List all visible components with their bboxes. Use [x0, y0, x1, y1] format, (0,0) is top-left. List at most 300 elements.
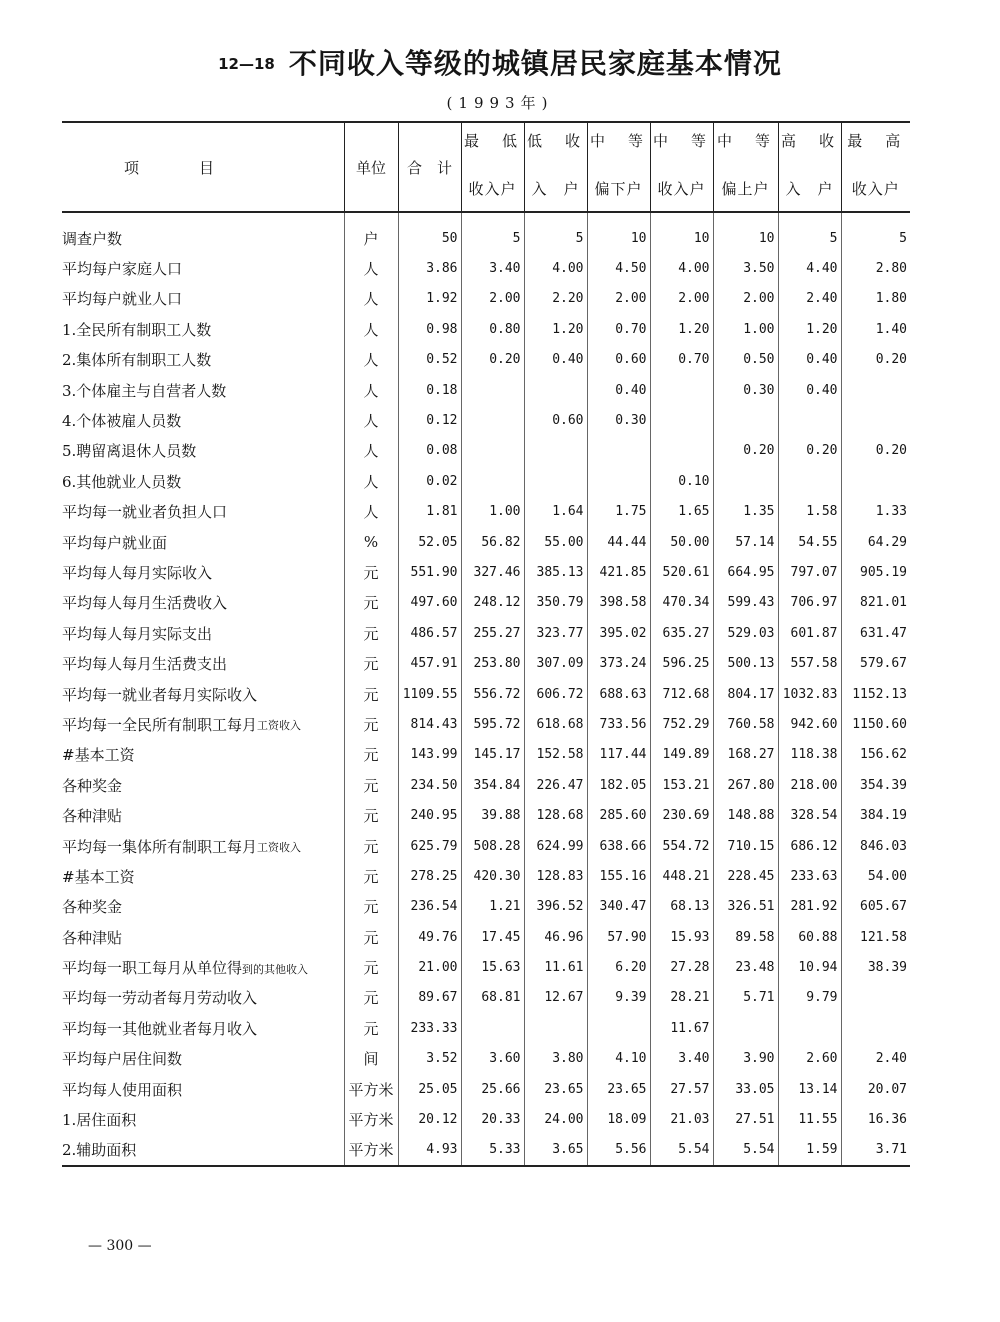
cell-value: 1.40	[841, 314, 910, 344]
cell-value: 497.60	[398, 588, 461, 618]
table-body	[62, 212, 910, 1166]
row-label-text: 平均每一就业者每月实际收入	[62, 685, 258, 704]
row-unit: 元	[344, 740, 398, 770]
row-label-text: 平均每户家庭人口	[62, 260, 183, 279]
row-label	[62, 466, 344, 496]
cell-value: 230.69	[650, 800, 713, 830]
cell-value: 354.84	[461, 770, 524, 800]
cell-value: 168.27	[713, 740, 778, 770]
cell-value: 814.43	[398, 709, 461, 739]
cell-value	[713, 1013, 778, 1043]
table-row	[62, 1104, 910, 1134]
cell-value	[841, 375, 910, 405]
row-label-suffix: 工资收入	[257, 841, 302, 854]
cell-value: 5	[841, 212, 910, 253]
row-label-suffix: 工资收入	[257, 719, 302, 733]
cell-value: 579.67	[841, 648, 910, 678]
row-unit: 人	[344, 405, 398, 435]
row-label-suffix: 到的其他收入	[242, 962, 309, 976]
cell-value: 5.33	[461, 1135, 524, 1166]
row-label	[62, 497, 344, 527]
row-label	[62, 345, 344, 375]
cell-value: 145.17	[461, 740, 524, 770]
cell-value: 385.13	[524, 557, 587, 587]
cell-value: 9.39	[587, 983, 650, 1013]
cell-value: 3.60	[461, 1044, 524, 1074]
table-row	[62, 253, 910, 283]
cell-value: 712.68	[650, 679, 713, 709]
page-number: — 300 —	[88, 1238, 152, 1254]
cell-value	[524, 375, 587, 405]
row-unit: 人	[344, 375, 398, 405]
cell-value: 236.54	[398, 892, 461, 922]
row-unit: 元	[344, 770, 398, 800]
cell-value: 340.47	[587, 892, 650, 922]
cell-value: 0.10	[650, 466, 713, 496]
cell-value: 688.63	[587, 679, 650, 709]
row-unit: 平方米	[344, 1135, 398, 1166]
cell-value: 2.40	[778, 284, 841, 314]
cell-value: 3.65	[524, 1135, 587, 1166]
row-unit: 元	[344, 922, 398, 952]
group-header: 高 收 入 户	[778, 122, 841, 212]
cell-value: 234.50	[398, 770, 461, 800]
row-label	[62, 527, 344, 557]
cell-value: 4.93	[398, 1135, 461, 1166]
statistics-table	[62, 121, 910, 1167]
row-label-text: 1.居住面积	[62, 1111, 137, 1130]
cell-value: 39.88	[461, 800, 524, 830]
cell-value: 664.95	[713, 557, 778, 587]
total-column-header: 合 计	[398, 122, 461, 212]
cell-value: 1.64	[524, 497, 587, 527]
cell-value: 226.47	[524, 770, 587, 800]
cell-value: 233.33	[398, 1013, 461, 1043]
cell-value: 556.72	[461, 679, 524, 709]
row-label	[62, 679, 344, 709]
cell-value: 554.72	[650, 831, 713, 861]
cell-value: 1150.60	[841, 709, 910, 739]
row-label	[62, 709, 344, 739]
cell-value: 60.88	[778, 922, 841, 952]
table-row	[62, 740, 910, 770]
row-label	[62, 253, 344, 283]
cell-value: 12.67	[524, 983, 587, 1013]
item-header-label: 项 目	[124, 158, 215, 177]
table-row	[62, 983, 910, 1013]
row-label-text: 平均每户居住间数	[62, 1050, 183, 1069]
table-row	[62, 952, 910, 982]
cell-value: 624.99	[524, 831, 587, 861]
row-label-text: 平均每人每月生活费收入	[62, 594, 228, 613]
cell-value: 396.52	[524, 892, 587, 922]
page-title	[0, 42, 1000, 82]
cell-value: 1.00	[713, 314, 778, 344]
cell-value: 54.55	[778, 527, 841, 557]
cell-value: 448.21	[650, 861, 713, 891]
cell-value: 797.07	[778, 557, 841, 587]
row-unit: 元	[344, 618, 398, 648]
table-row	[62, 557, 910, 587]
table-row	[62, 618, 910, 648]
cell-value: 326.51	[713, 892, 778, 922]
cell-value: 128.83	[524, 861, 587, 891]
cell-value: 710.15	[713, 831, 778, 861]
cell-value: 21.03	[650, 1104, 713, 1134]
cell-value: 10	[587, 212, 650, 253]
row-label	[62, 405, 344, 435]
row-unit: 户	[344, 212, 398, 253]
row-unit: 元	[344, 679, 398, 709]
cell-value: 3.40	[461, 253, 524, 283]
cell-value: 3.40	[650, 1044, 713, 1074]
table-row	[62, 861, 910, 891]
table-row	[62, 770, 910, 800]
row-unit: 元	[344, 588, 398, 618]
table-row	[62, 831, 910, 861]
cell-value: 38.39	[841, 952, 910, 982]
cell-value: 1.20	[778, 314, 841, 344]
row-unit: 间	[344, 1044, 398, 1074]
cell-value	[461, 1013, 524, 1043]
cell-value: 1.58	[778, 497, 841, 527]
cell-value: 6.20	[587, 952, 650, 982]
cell-value: 0.02	[398, 466, 461, 496]
cell-value: 350.79	[524, 588, 587, 618]
row-label	[62, 892, 344, 922]
row-label	[62, 952, 344, 982]
table-row	[62, 212, 910, 253]
year-label: (1993年)	[446, 94, 554, 112]
cell-value: 233.63	[778, 861, 841, 891]
cell-value	[650, 405, 713, 435]
row-label	[62, 1013, 344, 1043]
cell-value: 328.54	[778, 800, 841, 830]
cell-value	[841, 983, 910, 1013]
table-row	[62, 375, 910, 405]
cell-value: 52.05	[398, 527, 461, 557]
row-label-text: 平均每一劳动者每月劳动收入	[62, 989, 258, 1008]
row-unit: 元	[344, 800, 398, 830]
cell-value: 68.81	[461, 983, 524, 1013]
cell-value: 64.29	[841, 527, 910, 557]
cell-value: 182.05	[587, 770, 650, 800]
cell-value: 27.57	[650, 1074, 713, 1104]
row-label	[62, 1074, 344, 1104]
table-row	[62, 466, 910, 496]
cell-value: 255.27	[461, 618, 524, 648]
row-label	[62, 1044, 344, 1074]
row-label-text: 调查户数	[62, 229, 123, 248]
group-header: 中 等 偏下户	[587, 122, 650, 212]
cell-value: 0.70	[587, 314, 650, 344]
cell-value: 551.90	[398, 557, 461, 587]
row-unit: 元	[344, 648, 398, 678]
cell-value: 323.77	[524, 618, 587, 648]
cell-value: 89.67	[398, 983, 461, 1013]
cell-value: 733.56	[587, 709, 650, 739]
row-unit: 元	[344, 557, 398, 587]
row-label-text: 平均每户就业面	[62, 533, 168, 552]
cell-value: 248.12	[461, 588, 524, 618]
cell-value: 15.63	[461, 952, 524, 982]
row-label	[62, 618, 344, 648]
cell-value: 1.65	[650, 497, 713, 527]
table-number: 12—18	[218, 55, 275, 73]
row-label-text: 平均每人每月生活费支出	[62, 655, 228, 674]
cell-value: 0.20	[841, 345, 910, 375]
row-label-text: 平均每一全民所有制职工每月	[62, 715, 258, 734]
cell-value	[650, 436, 713, 466]
cell-value: 327.46	[461, 557, 524, 587]
table-row	[62, 527, 910, 557]
cell-value	[461, 375, 524, 405]
cell-value: 10	[650, 212, 713, 253]
cell-value: 1.59	[778, 1135, 841, 1166]
row-unit: 元	[344, 892, 398, 922]
table-row	[62, 709, 910, 739]
cell-value: 0.80	[461, 314, 524, 344]
cell-value: 17.45	[461, 922, 524, 952]
cell-value: 2.20	[524, 284, 587, 314]
cell-value: 278.25	[398, 861, 461, 891]
cell-value: 2.00	[650, 284, 713, 314]
row-unit: 元	[344, 983, 398, 1013]
cell-value: 2.00	[713, 284, 778, 314]
cell-value: 5.71	[713, 983, 778, 1013]
cell-value: 13.14	[778, 1074, 841, 1104]
cell-value: 0.40	[587, 375, 650, 405]
cell-value: 117.44	[587, 740, 650, 770]
row-label-text: 平均每一其他就业者每月收入	[62, 1019, 258, 1038]
row-label	[62, 861, 344, 891]
cell-value: 2.00	[461, 284, 524, 314]
cell-value: 23.65	[587, 1074, 650, 1104]
cell-value: 595.72	[461, 709, 524, 739]
cell-value: 606.72	[524, 679, 587, 709]
cell-value: 686.12	[778, 831, 841, 861]
cell-value: 54.00	[841, 861, 910, 891]
cell-value: 599.43	[713, 588, 778, 618]
cell-value: 0.20	[841, 436, 910, 466]
cell-value: 752.29	[650, 709, 713, 739]
cell-value	[650, 375, 713, 405]
row-label-text: 5.聘留离退休人员数	[62, 442, 197, 461]
cell-value: 638.66	[587, 831, 650, 861]
row-label-text: 6.其他就业人员数	[62, 472, 182, 491]
cell-value: 0.60	[587, 345, 650, 375]
row-unit: 平方米	[344, 1104, 398, 1134]
cell-value	[587, 1013, 650, 1043]
cell-value: 1.21	[461, 892, 524, 922]
row-unit: 平方米	[344, 1074, 398, 1104]
cell-value: 0.40	[524, 345, 587, 375]
cell-value	[524, 1013, 587, 1043]
row-label	[62, 800, 344, 830]
row-label-text: 各种奖金	[62, 776, 123, 795]
cell-value: 601.87	[778, 618, 841, 648]
cell-value: 0.12	[398, 405, 461, 435]
cell-value: 218.00	[778, 770, 841, 800]
cell-value: 373.24	[587, 648, 650, 678]
row-unit: 人	[344, 466, 398, 496]
cell-value: 57.14	[713, 527, 778, 557]
cell-value: 253.80	[461, 648, 524, 678]
row-label-text: 平均每人每月实际收入	[62, 563, 213, 582]
cell-value: 1032.83	[778, 679, 841, 709]
row-label-text: 各种津贴	[62, 807, 123, 826]
cell-value: 4.50	[587, 253, 650, 283]
table-header	[62, 122, 910, 212]
cell-value	[841, 466, 910, 496]
cell-value: 3.86	[398, 253, 461, 283]
row-label-text: 3.个体雇主与自营者人数	[62, 381, 227, 400]
row-label	[62, 212, 344, 253]
table-row	[62, 679, 910, 709]
row-unit: 人	[344, 253, 398, 283]
cell-value: 240.95	[398, 800, 461, 830]
row-label-text: 各种津贴	[62, 928, 123, 947]
table-row	[62, 284, 910, 314]
table-row	[62, 345, 910, 375]
cell-value	[524, 466, 587, 496]
row-unit: 元	[344, 831, 398, 861]
cell-value: 55.00	[524, 527, 587, 557]
cell-value: 2.40	[841, 1044, 910, 1074]
row-label-text: 平均每一职工每月从单位得	[62, 959, 243, 978]
cell-value: 1.20	[524, 314, 587, 344]
cell-value: 307.09	[524, 648, 587, 678]
cell-value: 3.52	[398, 1044, 461, 1074]
cell-value: 706.97	[778, 588, 841, 618]
cell-value	[841, 1013, 910, 1043]
cell-value: 5	[461, 212, 524, 253]
row-label	[62, 831, 344, 861]
cell-value: 596.25	[650, 648, 713, 678]
row-label-text: 平均每人使用面积	[62, 1080, 183, 1099]
row-label	[62, 648, 344, 678]
cell-value	[778, 1013, 841, 1043]
row-unit: 元	[344, 861, 398, 891]
cell-value: 1.35	[713, 497, 778, 527]
table-row	[62, 1135, 910, 1166]
cell-value: 89.58	[713, 922, 778, 952]
row-unit: 元	[344, 709, 398, 739]
cell-value: 421.85	[587, 557, 650, 587]
cell-value: 395.02	[587, 618, 650, 648]
cell-value: 1.92	[398, 284, 461, 314]
cell-value: 10.94	[778, 952, 841, 982]
cell-value: 153.21	[650, 770, 713, 800]
group-header: 最 低 收入户	[461, 122, 524, 212]
row-label-text: 2.辅助面积	[62, 1141, 137, 1160]
cell-value: 760.58	[713, 709, 778, 739]
cell-value: 28.21	[650, 983, 713, 1013]
cell-value: 1.75	[587, 497, 650, 527]
cell-value: 354.39	[841, 770, 910, 800]
cell-value	[778, 405, 841, 435]
row-unit: 人	[344, 345, 398, 375]
cell-value: 3.50	[713, 253, 778, 283]
row-label-text: #基本工资	[62, 746, 135, 765]
table-row	[62, 800, 910, 830]
row-label-text: 平均每人每月实际支出	[62, 624, 213, 643]
group-header: 中 等 偏上户	[713, 122, 778, 212]
cell-value: 68.13	[650, 892, 713, 922]
row-label-text: 1.全民所有制职工人数	[62, 320, 212, 339]
cell-value: 44.44	[587, 527, 650, 557]
row-label-text: #基本工资	[62, 867, 135, 886]
cell-value	[587, 436, 650, 466]
cell-value: 27.51	[713, 1104, 778, 1134]
cell-value: 49.76	[398, 922, 461, 952]
cell-value: 0.30	[587, 405, 650, 435]
cell-value: 10	[713, 212, 778, 253]
cell-value: 18.09	[587, 1104, 650, 1134]
cell-value: 500.13	[713, 648, 778, 678]
group-header: 最 高 收入户	[841, 122, 910, 212]
cell-value: 0.18	[398, 375, 461, 405]
cell-value: 0.20	[461, 345, 524, 375]
row-label	[62, 375, 344, 405]
cell-value: 155.16	[587, 861, 650, 891]
cell-value: 24.00	[524, 1104, 587, 1134]
cell-value: 1109.55	[398, 679, 461, 709]
cell-value: 148.88	[713, 800, 778, 830]
cell-value: 152.58	[524, 740, 587, 770]
table-row	[62, 436, 910, 466]
cell-value: 625.79	[398, 831, 461, 861]
cell-value: 33.05	[713, 1074, 778, 1104]
row-label	[62, 1104, 344, 1134]
cell-value: 228.45	[713, 861, 778, 891]
cell-value: 0.40	[778, 345, 841, 375]
cell-value: 508.28	[461, 831, 524, 861]
cell-value: 281.92	[778, 892, 841, 922]
cell-value: 905.19	[841, 557, 910, 587]
cell-value: 4.00	[650, 253, 713, 283]
row-label	[62, 436, 344, 466]
cell-value	[461, 466, 524, 496]
row-label-text: 2.集体所有制职工人数	[62, 351, 212, 370]
table-row	[62, 497, 910, 527]
row-unit: %	[344, 527, 398, 557]
cell-value: 20.33	[461, 1104, 524, 1134]
cell-value: 2.80	[841, 253, 910, 283]
cell-value: 118.38	[778, 740, 841, 770]
cell-value	[841, 405, 910, 435]
cell-value: 520.61	[650, 557, 713, 587]
cell-value: 1.81	[398, 497, 461, 527]
cell-value: 20.12	[398, 1104, 461, 1134]
table-row	[62, 648, 910, 678]
row-unit: 人	[344, 284, 398, 314]
cell-value: 149.89	[650, 740, 713, 770]
table-row	[62, 922, 910, 952]
cell-value: 1.00	[461, 497, 524, 527]
cell-value: 0.60	[524, 405, 587, 435]
cell-value: 15.93	[650, 922, 713, 952]
cell-value: 457.91	[398, 648, 461, 678]
cell-value: 23.65	[524, 1074, 587, 1104]
cell-value: 5	[524, 212, 587, 253]
row-label	[62, 557, 344, 587]
cell-value: 1.33	[841, 497, 910, 527]
cell-value: 470.34	[650, 588, 713, 618]
table-row	[62, 588, 910, 618]
cell-value	[713, 405, 778, 435]
cell-value: 9.79	[778, 983, 841, 1013]
